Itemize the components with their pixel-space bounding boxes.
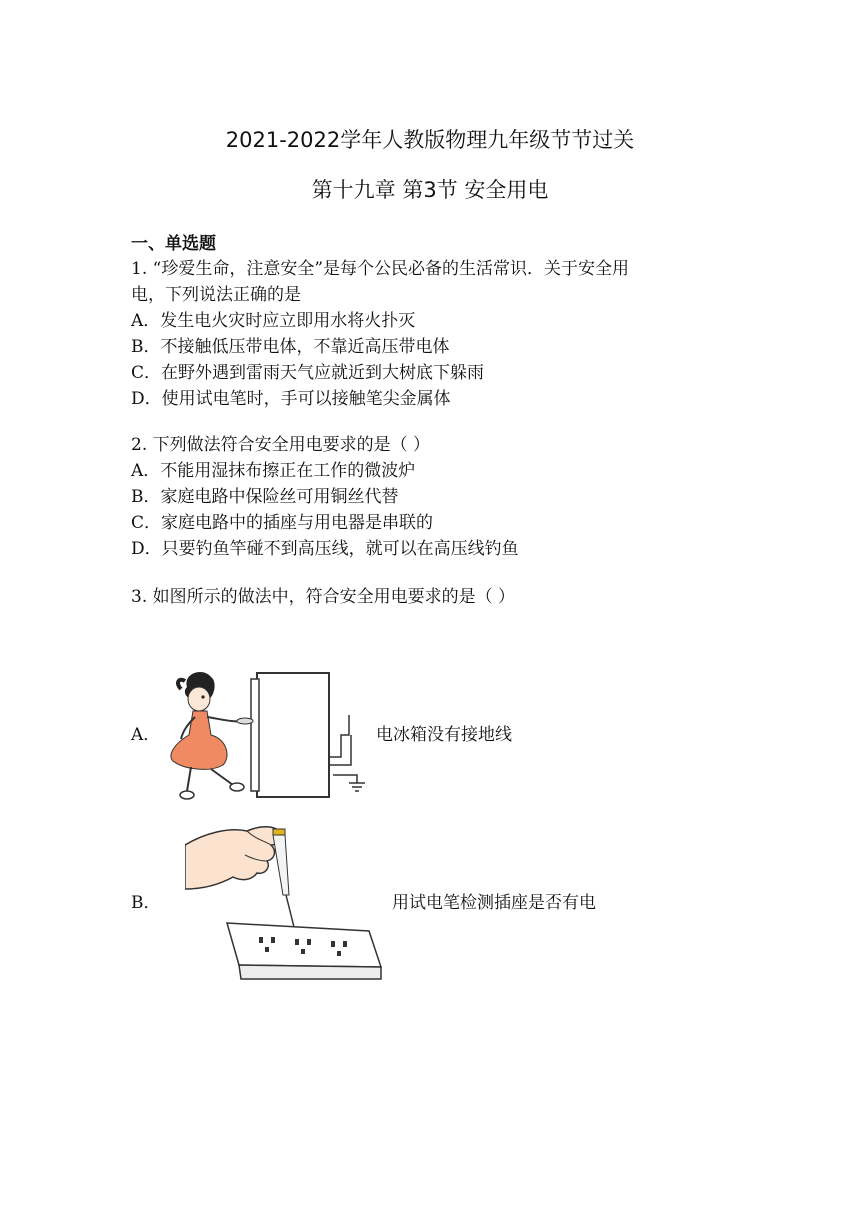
- question-1-stem-line2: 电，下列说法正确的是: [131, 285, 301, 305]
- question-1-option-d: D．使用试电笔时，手可以接触笔尖金属体: [131, 389, 451, 409]
- section-title: 第十九章 第3节 安全用电: [311, 178, 549, 202]
- question-1-stem-line1: 1. “珍爱生命，注意安全”是每个公民必备的生活常识．关于安全用: [131, 259, 630, 279]
- question-1-option-c: C．在野外遇到雷雨天气应就近到大树底下躲雨: [131, 363, 485, 383]
- question-2-option-b: B．家庭电路中保险丝可用铜丝代替: [131, 487, 399, 507]
- question-1-option-b: B．不接触低压带电体，不靠近高压带电体: [131, 337, 450, 357]
- question-3-option-a-caption: 电冰箱没有接地线: [376, 725, 512, 745]
- question-2-option-d: D．只要钓鱼竿碰不到高压线，就可以在高压线钓鱼: [131, 539, 519, 559]
- question-2-option-a: A．不能用湿抹布擦正在工作的微波炉: [131, 461, 416, 481]
- test-pen-socket-illustration: [185, 815, 385, 990]
- question-3-option-b-label: B．: [131, 893, 161, 913]
- document-title: 2021-2022学年人教版物理九年级节节过关: [225, 128, 635, 152]
- question-3-option-b-caption: 用试电笔检测插座是否有电: [392, 893, 596, 913]
- question-1-option-a: A．发生电火灾时应立即用水将火扑灭: [131, 311, 416, 331]
- question-3-stem: 3. 如图所示的做法中，符合安全用电要求的是（ ）: [131, 587, 516, 607]
- girl-fridge-illustration: [165, 665, 375, 805]
- section-heading: 一、单选题: [131, 234, 216, 254]
- question-2-option-c: C．家庭电路中的插座与用电器是串联的: [131, 513, 434, 533]
- question-2-stem: 2. 下列做法符合安全用电要求的是（ ）: [131, 435, 431, 455]
- question-3-option-a-label: A．: [131, 725, 161, 745]
